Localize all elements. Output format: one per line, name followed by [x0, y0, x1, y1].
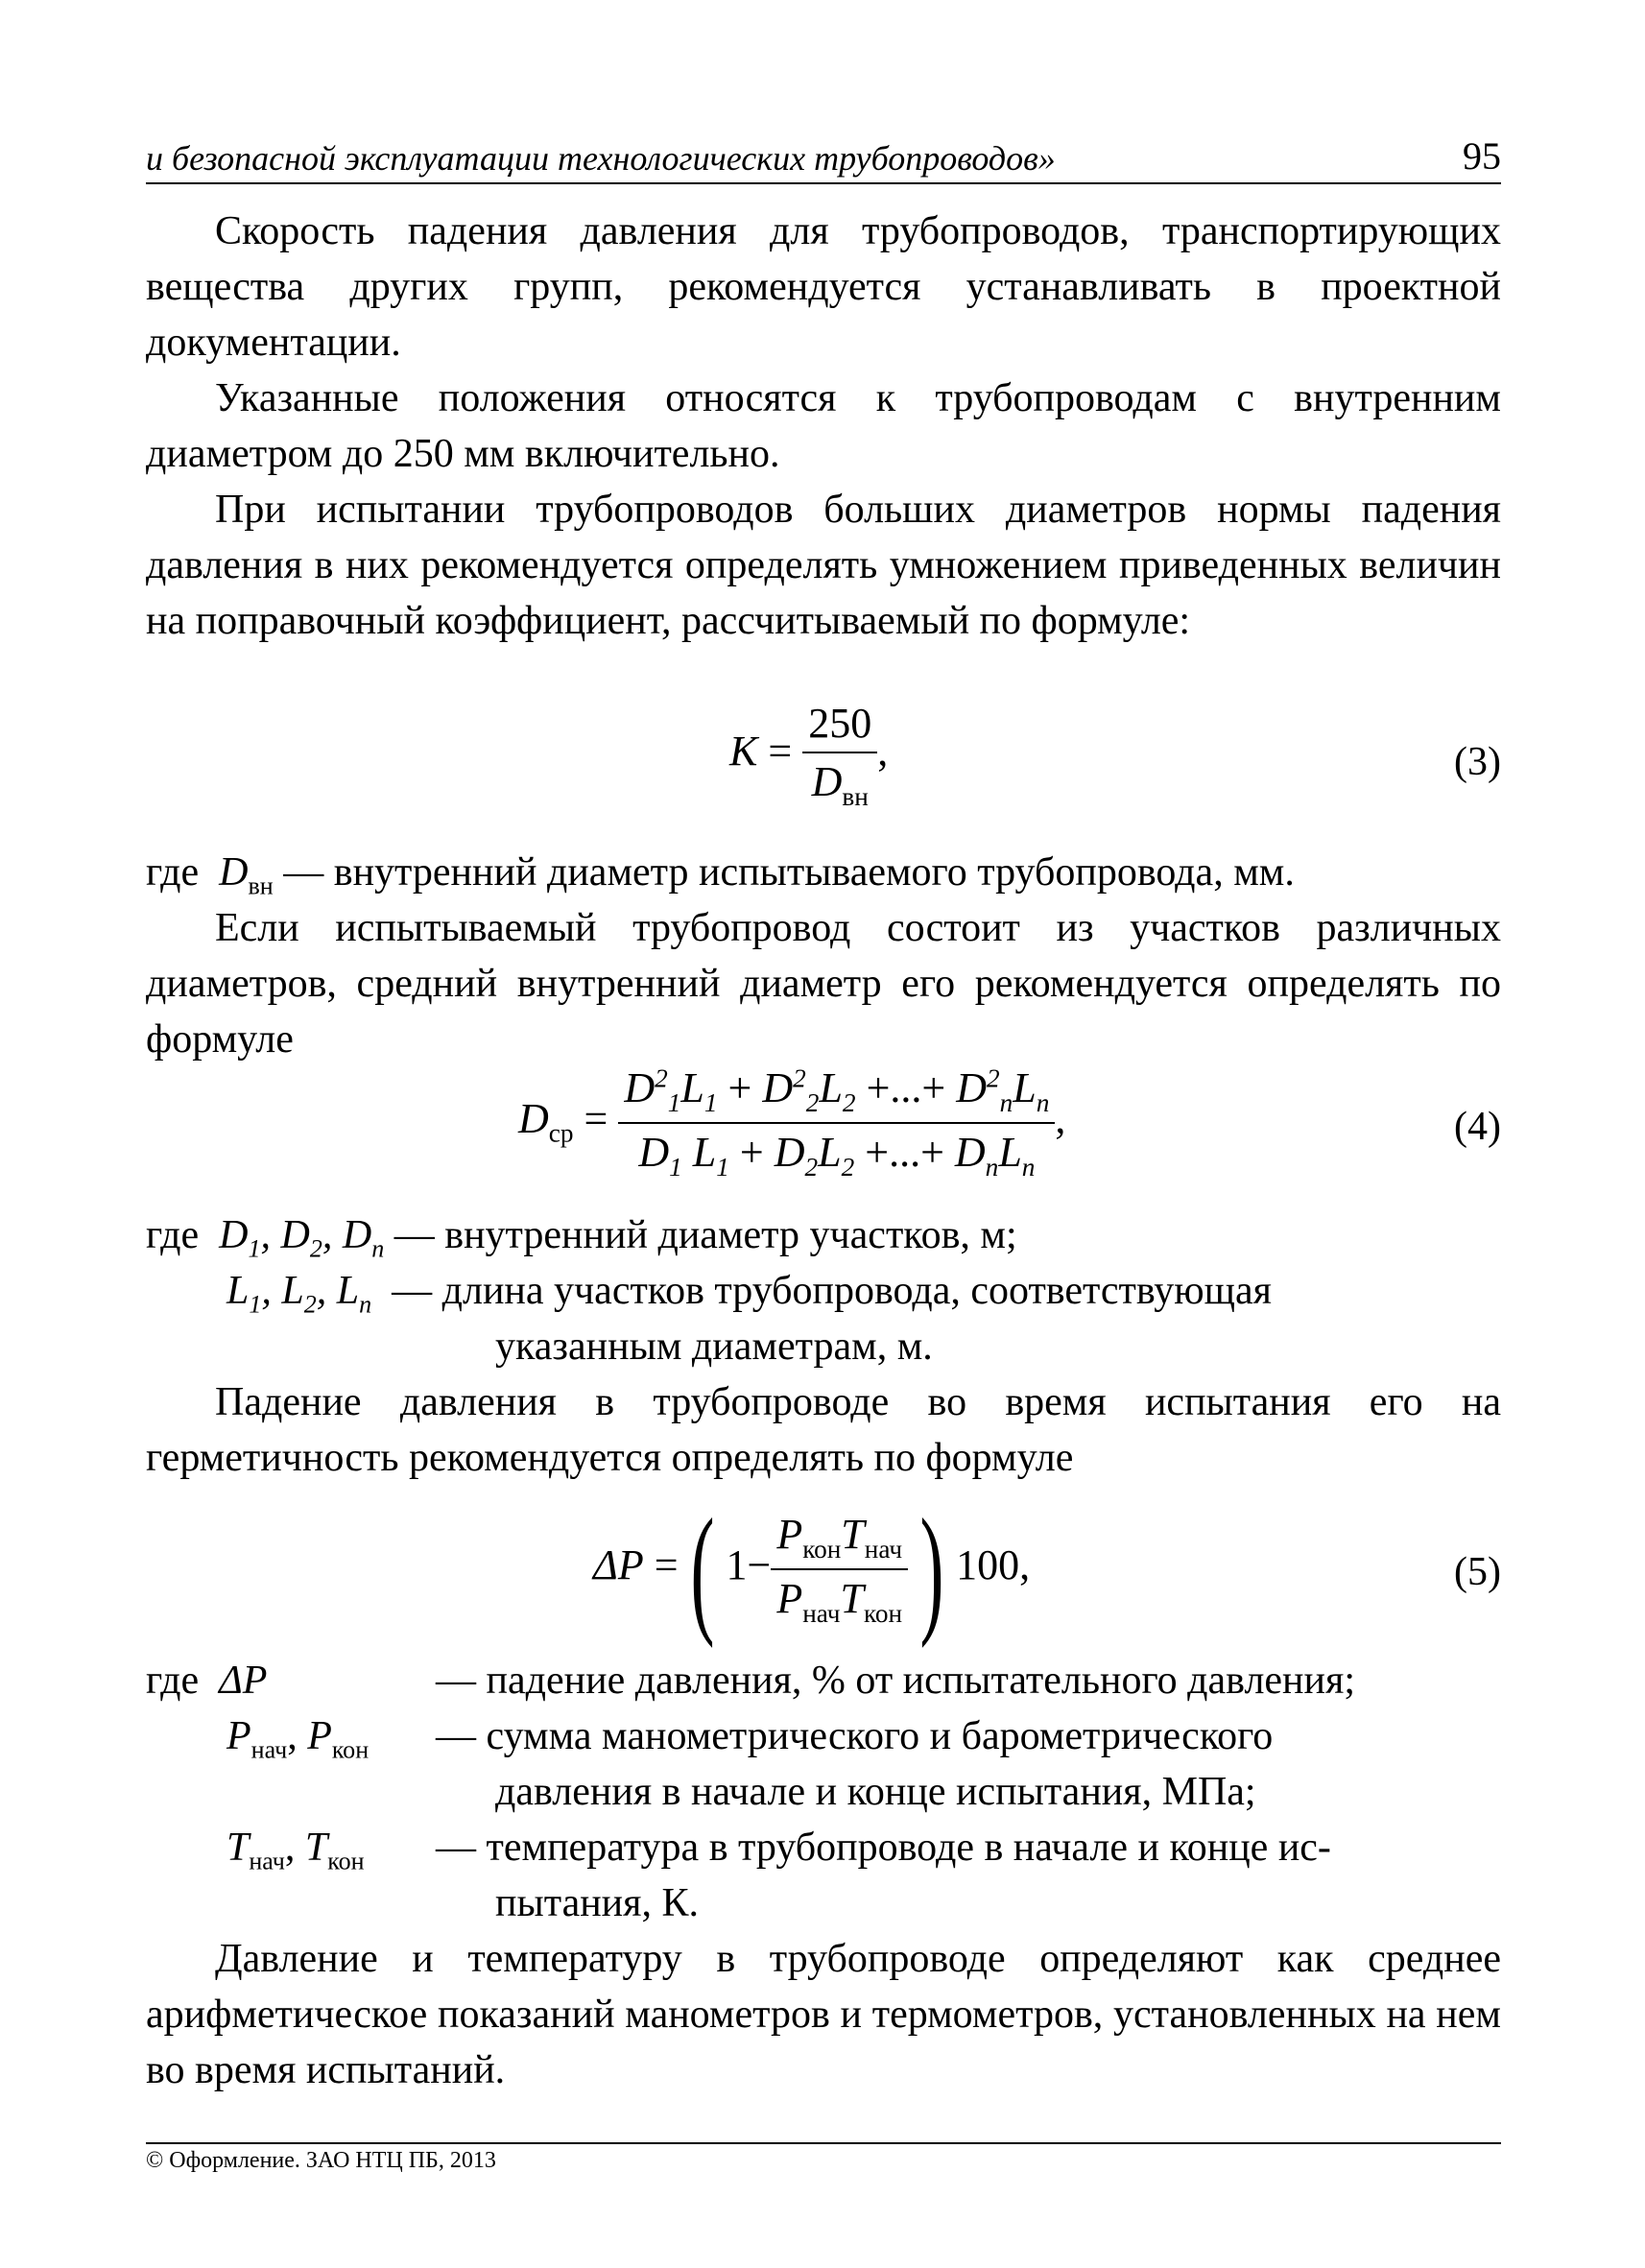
where-4-row-1: где $D_1$, $D_2$, $D_n$ — внутренний диаметр участков, м; — [146, 1213, 1017, 1263]
paragraph-5: Падение давления в трубопроводе во время испытания его на герметичность рекомендуется определять по формуле — [146, 1380, 1501, 1480]
paragraph-2: Указанные положения относятся к трубопроводам с внутренним диаметром до 250 мм включительно. — [146, 376, 1501, 476]
formula-3-comma: , — [877, 728, 889, 775]
footer-rule — [146, 2142, 1501, 2144]
formula-3-numerator: 250 — [808, 700, 872, 747]
formula-4-fraction — [618, 1063, 1055, 1182]
where-4-row-2: $L_1$, $L_2$, $L_n$ — длина участков трубопровода, соответствующая — [226, 1269, 1272, 1319]
paragraph-3: При испытании трубопроводов больших диаметров нормы падения давления в них рекомендуется определять умножением приведенных величин на поправочный коэффициент, рассчитываемый по формуле: — [146, 488, 1501, 643]
page-header — [146, 125, 1501, 184]
equation-number-4: (4) — [1454, 1105, 1501, 1149]
formula-5-numerator: $P_{кон}T_{нач}$ — [776, 1511, 903, 1564]
footer-copyright: © Оформление. ЗАО НТЦ ПБ, 2013 — [146, 2148, 496, 2173]
formula-5-denominator: $P_{нач}T_{кон}$ — [771, 1568, 908, 1629]
where-5-row-2-symbols: $P_{нач}$, $P_{кон}$ — [226, 1714, 370, 1764]
where-4-row-2-cont: указанным диаметрам, м. — [495, 1325, 933, 1369]
formula-3-denominator: $D_{вн}$ — [802, 752, 877, 812]
paragraph-1: Скорость падения давления для трубопроводов, транспортирующих вещества других групп, рекомендуется устанавливать в проектной документации. — [146, 209, 1501, 365]
running-title: и безопасной эксплуатации технологических трубопроводов» — [146, 139, 1056, 178]
equation-number-5: (5) — [1454, 1550, 1501, 1594]
formula-3-lhs: K — [729, 728, 758, 775]
where-5-row-2-cont: давления в начале и конце испытания, МПа; — [495, 1770, 1256, 1814]
formula-4-numerator: $D^2_1L_1 + D^2_2L_2$ +...+ $D^2_nL_n$ — [624, 1063, 1050, 1117]
formula-3-fraction — [802, 699, 877, 812]
formula-5-fraction — [771, 1510, 908, 1629]
paragraph-6: Давление и температуру в трубопроводе определяют как среднее арифметическое показаний манометров и термометров, установленных на нем во время испытаний. — [146, 1937, 1501, 2092]
where-5-row-3-cont: пытания, К. — [495, 1881, 699, 1925]
formula-4: $D_{ср}$ = $\frac{D^2_1L_1 + D^2_2L_2 +...+ D^2_nL_n}{D_1 L_1 + D_2L_2 +...+ D_nL_n}$ , — [518, 1063, 1066, 1182]
formula-4-denominator: $D_1$ $L_1 + D_2L_2$ +...+ $D_nL_n$ — [618, 1122, 1055, 1182]
paragraph-4: Если испытываемый трубопровод состоит из участков различных диаметров, средний внутренний диаметр его рекомендуется определять по формуле — [146, 906, 1501, 1062]
equation-number-3: (3) — [1454, 740, 1501, 784]
formula-3-eq: = — [768, 728, 793, 775]
formula-5: ΔP =( 1− $\frac{P_{кон}T_{нач}}{P_{нач}T_{кон}}$ ) 100, — [593, 1490, 1031, 1649]
where-5-row-3-text: — температура в трубопроводе в начале и конце ис- — [436, 1826, 1331, 1870]
where-5-row-1: где ΔP — [146, 1659, 268, 1703]
where-5-row-2-text: — сумма манометрического и барометрического — [436, 1714, 1274, 1758]
formula-3 — [729, 699, 888, 812]
where-5-row-1-text: — падение давления, % от испытательного давления; — [436, 1659, 1356, 1703]
page-number: 95 — [1463, 134, 1501, 178]
where-3: где $D_{вн}$ — внутренний диаметр испытываемого трубопровода, мм. — [146, 850, 1295, 900]
where-5-row-3-symbols: $T_{нач}$, $T_{кон}$ — [226, 1826, 365, 1875]
